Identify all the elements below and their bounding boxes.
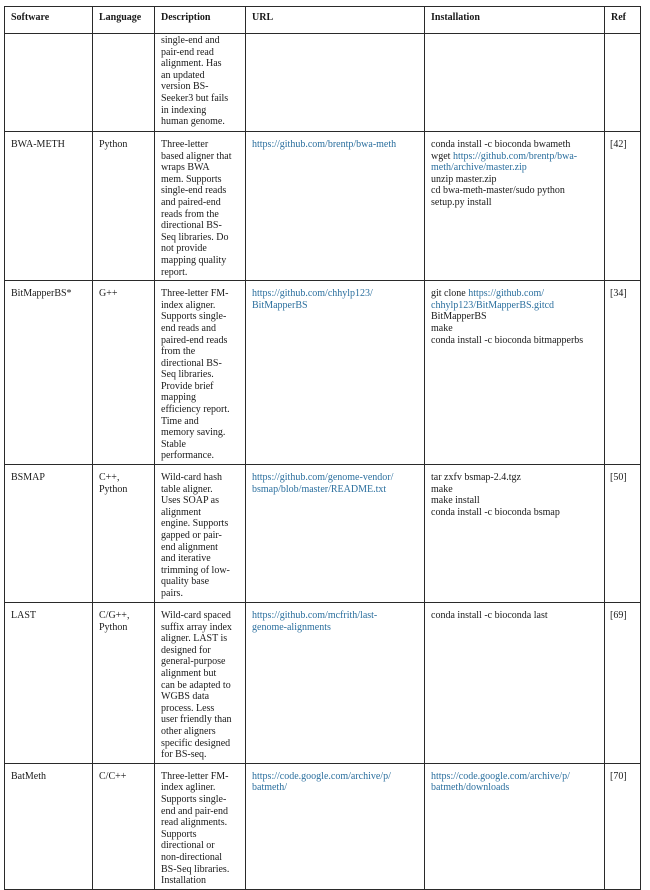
ref-cell: [69] [605, 603, 641, 764]
language-cell: Python [93, 132, 155, 281]
ref-cell: [42] [605, 132, 641, 281]
table-row [5, 132, 641, 281]
install-link[interactable]: https://code.google.com/archive/p/ batmeth/downloads [431, 770, 570, 794]
table-row [5, 281, 641, 465]
url-link[interactable]: https://code.google.com/archive/p/ batmeth/ [252, 770, 391, 794]
install-link[interactable]: https://github.com/brentp/bwa- meth/archive/master.zip [431, 150, 578, 174]
installation-cell: tar zxfv bsmap-2.4.tgz make make install conda install -c bioconda bsmap [425, 465, 605, 603]
description-cell: Three-letter based aligner that wraps BWA mem. Supports single-end reads and paired-end reads from the directional BS- Seq libraries. Do not provide mapping quality report. [155, 132, 246, 281]
table-row [5, 603, 641, 764]
url-link[interactable]: https://github.com/mcfrith/last- genome-alignments [252, 610, 378, 633]
header-ref: Ref [605, 7, 641, 34]
software-cell: BWA-METH [5, 132, 93, 281]
installation-cell: git clone https://github.com/ chhylp123/BitMapperBS.gitcd BitMapperBS make conda install -c bioconda bitmapperbs [425, 281, 605, 465]
language-cell: C++, Python [93, 465, 155, 603]
description-cell: Three-letter FM- index aligner. Supports single- end reads and paired-end reads from the directional BS- Seq libraries. Provide brief mapping efficiency report. Time and memory saving. Stable performance. [155, 281, 246, 465]
header-software: Software [5, 7, 93, 34]
table-row [5, 465, 641, 603]
url-cell [246, 465, 425, 603]
language-cell: C/G++, Python [93, 603, 155, 764]
language-cell: G++ [93, 281, 155, 465]
url-cell [246, 763, 425, 889]
url-cell [246, 132, 425, 281]
software-cell: BSMAP [5, 465, 93, 603]
installation-cell [425, 763, 605, 889]
software-cell: BitMapperBS* [5, 281, 93, 465]
installation-cell: conda install -c bioconda last [425, 603, 605, 764]
table-row [5, 763, 641, 889]
table-header-row [5, 7, 641, 34]
header-installation: Installation [425, 7, 605, 34]
url-link[interactable]: https://github.com/brentp/bwa-meth [252, 139, 397, 150]
url-link[interactable]: https://github.com/genome-vendor/ bsmap/blob/master/README.txt [252, 472, 394, 495]
installation-cell: conda install -c bioconda bwameth wget https://github.com/brentp/bwa- meth/archive/master.zip unzip master.zip cd bwa-meth-master/sudo python setup.py install [425, 132, 605, 281]
table-row [5, 34, 641, 132]
description-cell: single-end and pair-end read alignment. Has an updated version BS- Seeker3 but fails in indexing human genome. [155, 34, 246, 132]
ref-cell: [34] [605, 281, 641, 465]
ref-cell: [50] [605, 465, 641, 603]
url-cell [246, 281, 425, 465]
software-cell: BatMeth [5, 763, 93, 889]
description-cell: Wild-card spaced suffix array index aligner. LAST is designed for general-purpose alignment but can be adapted to WGBS data process. Less user friendly than other aligners specific designed for BS-seq. [155, 603, 246, 764]
header-language: Language [93, 7, 155, 34]
ref-cell: [70] [605, 763, 641, 889]
description-cell: Three-letter FM- index agliner. Supports single- end and pair-end read alignments. Supports directional or non-directional BS-Seq libraries. Installation [155, 763, 246, 889]
software-table [4, 6, 641, 890]
software-cell: LAST [5, 603, 93, 764]
description-cell: Wild-card hash table aligner. Uses SOAP as alignment engine. Supports gapped or pair- end alignment and iterative trimming of low- quality base pairs. [155, 465, 246, 603]
url-link[interactable]: https://github.com/chhylp123/ BitMapperBS [252, 288, 373, 311]
header-description: Description [155, 7, 246, 34]
language-cell: C/C++ [93, 763, 155, 889]
install-link[interactable]: https://github.com/ chhylp123/BitMapperBS.gitcd [431, 288, 555, 311]
header-url: URL [246, 7, 425, 34]
url-cell [246, 603, 425, 764]
